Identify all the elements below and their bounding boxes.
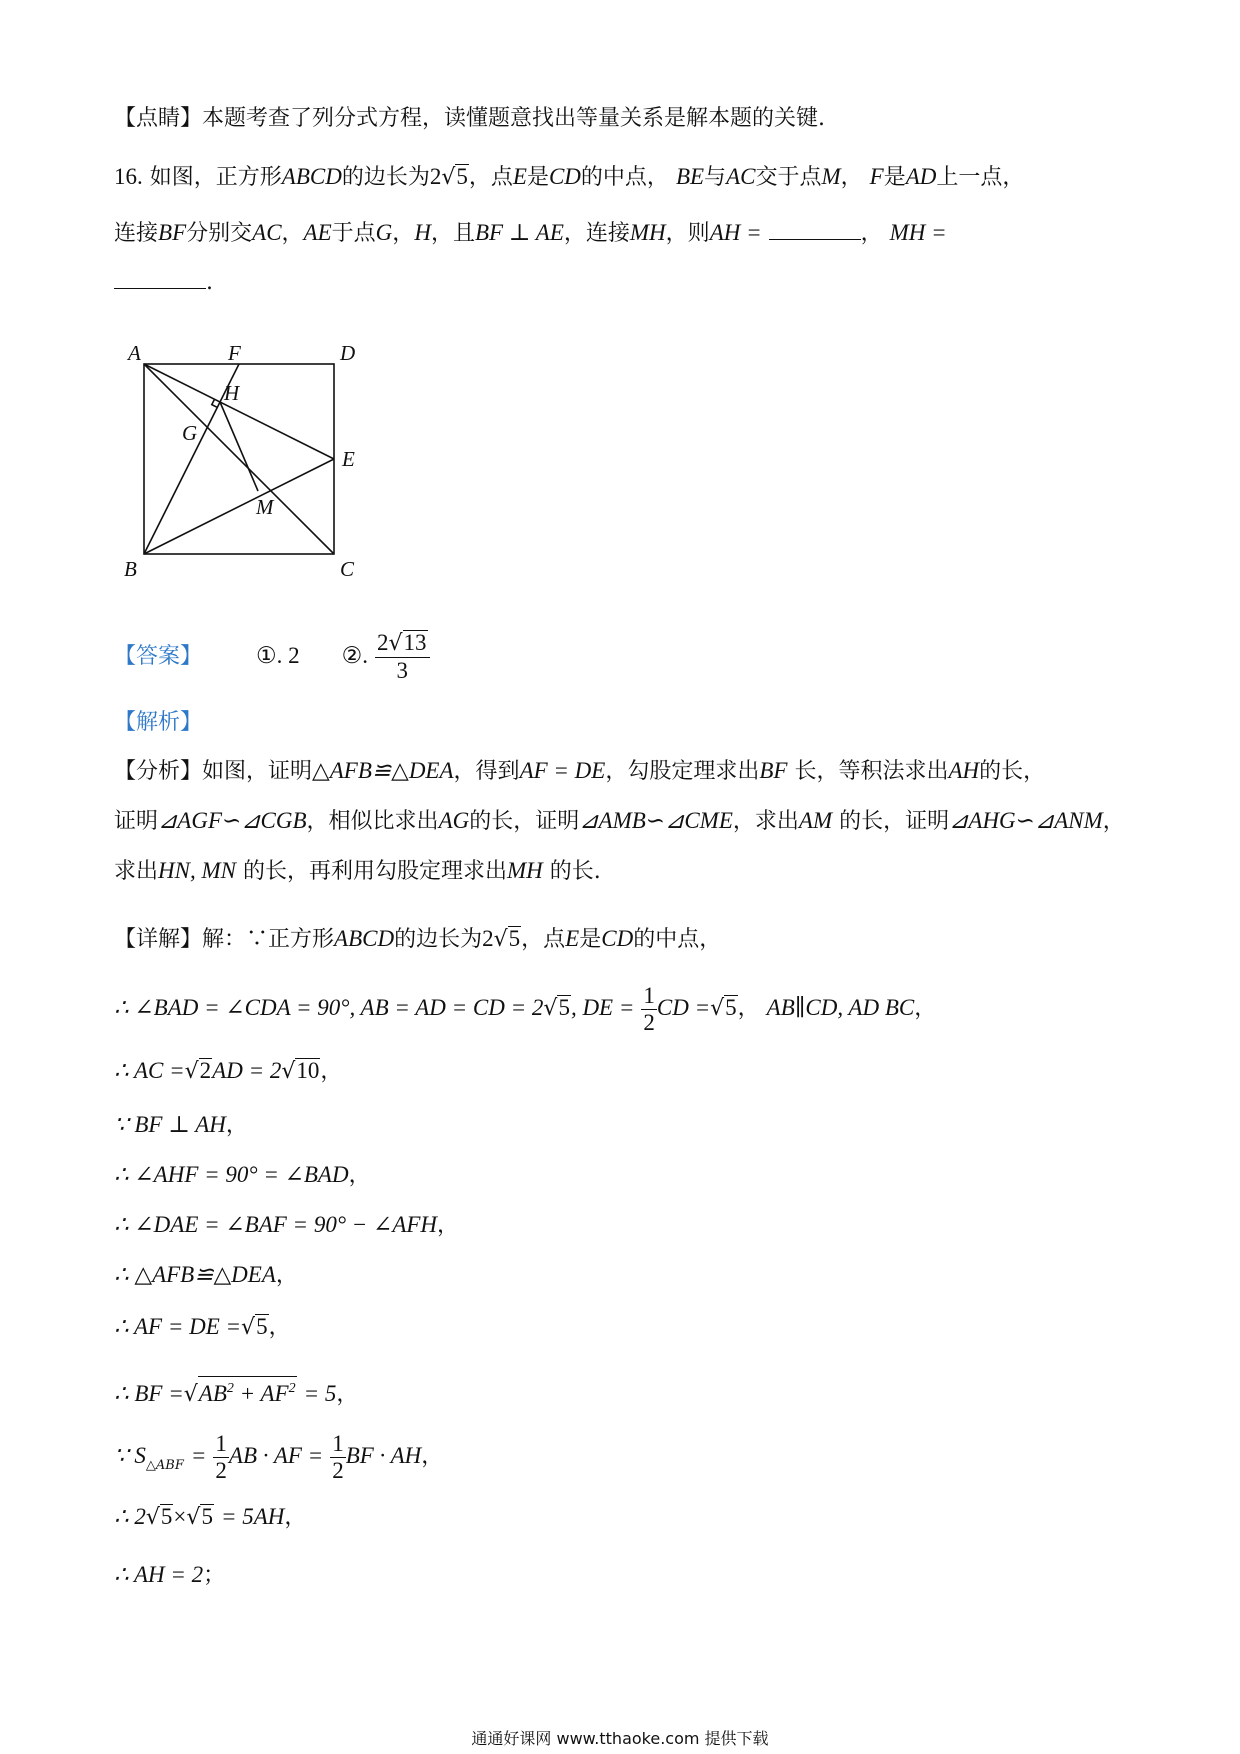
math: AM <box>798 808 833 833</box>
math: ∴ △AFB≌△DEA <box>114 1262 276 1287</box>
answer-1: ①. 2 <box>256 643 300 668</box>
jiexi-tag: 【解析】 <box>114 710 203 735</box>
text: 解：∵正方形 <box>202 927 335 952</box>
math: 5 <box>160 1504 173 1529</box>
text: ，且 <box>430 221 475 246</box>
math: BE <box>675 164 705 189</box>
math: AF = DE <box>519 758 606 783</box>
answer-tag: 【答案】 <box>114 644 203 669</box>
step-10 <box>114 1502 306 1533</box>
text: 的长. <box>549 859 601 884</box>
xiangjie-line-1 <box>114 924 721 955</box>
text: 长，等积法求出 <box>794 759 949 784</box>
math: ∴ ∠BAD = ∠CDA = 90°, AB = AD = CD = 2 <box>114 995 544 1020</box>
math: 2 <box>288 1381 296 1396</box>
math: ∴ BF = <box>114 1381 184 1406</box>
text: 如图，正方形 <box>149 165 282 190</box>
text: 的边长为 <box>394 927 483 952</box>
text: 的长，证明 <box>469 809 580 834</box>
math: ⊿AGF∽⊿CGB <box>158 808 307 833</box>
text: ， <box>320 1059 343 1084</box>
text: ， <box>1102 809 1125 834</box>
text: 连接 <box>114 221 159 246</box>
text: ，点 <box>521 927 566 952</box>
math: AD <box>905 164 937 189</box>
math: 2 <box>226 1381 234 1396</box>
math: 1 <box>643 982 655 1008</box>
fraction-half <box>641 983 657 1036</box>
fenxi-line-3 <box>114 856 601 887</box>
text: . <box>206 270 213 295</box>
text: ，点 <box>468 165 513 190</box>
math: , DE = <box>570 995 635 1020</box>
label-d: D <box>340 341 356 365</box>
text: ， <box>275 1263 298 1288</box>
label-m: M <box>256 495 274 519</box>
math: ⊿AMB∽⊿CME <box>579 808 733 833</box>
text: 如图，证明 <box>202 759 313 784</box>
radical-sign: √ <box>710 996 725 1021</box>
label-a: A <box>128 341 141 365</box>
math: AB <box>198 1381 227 1406</box>
fenxi-line-2 <box>114 806 1125 837</box>
math: AG <box>438 808 470 833</box>
radical-sign: √ <box>441 165 456 190</box>
text: ，求出 <box>732 809 799 834</box>
text: ，连接 <box>563 221 630 246</box>
math: × <box>173 1504 187 1529</box>
math: ABCD <box>281 164 342 189</box>
math: AB∥CD, AD BC <box>766 995 915 1020</box>
text: ， <box>392 221 415 246</box>
math: + AF <box>233 1381 289 1406</box>
math: E <box>512 164 527 189</box>
text: 的中点， <box>580 165 669 190</box>
label-f: F <box>228 341 241 365</box>
math: MH <box>506 858 543 883</box>
math: ∴ ∠AHF = 90° = ∠BAD <box>114 1162 349 1187</box>
math: 2 <box>215 1457 227 1483</box>
answer-2-fraction <box>375 630 430 684</box>
text: ，勾股定理求出 <box>605 759 760 784</box>
step-7 <box>114 1312 291 1343</box>
math: 5 <box>508 926 521 951</box>
math: E <box>565 926 580 951</box>
segment-be <box>144 459 334 554</box>
math: 1 <box>215 1430 227 1456</box>
text: ，则 <box>665 221 710 246</box>
answer-line <box>114 628 430 685</box>
math: 2 <box>482 926 494 951</box>
math: ∴ AH = 2 <box>114 1562 204 1587</box>
problem-line-1 <box>114 162 1024 193</box>
text: ， <box>336 1382 359 1407</box>
math: 3 <box>396 658 409 683</box>
math: 10 <box>296 1058 320 1083</box>
text: ， <box>421 1444 444 1469</box>
text: 的边长为 <box>341 165 430 190</box>
math: AE <box>303 220 332 245</box>
radical-sign: √ <box>241 1315 256 1340</box>
math: △AFB≌△DEA <box>312 758 454 783</box>
answer-blank-2[interactable] <box>114 268 206 289</box>
step-8 <box>114 1376 358 1410</box>
text: ， <box>268 1315 291 1340</box>
radical-sign: √ <box>543 996 558 1021</box>
fraction-half <box>213 1431 229 1484</box>
step-1 <box>114 980 936 1037</box>
step-3 <box>114 1110 248 1141</box>
math: ∴ ∠DAE = ∠BAF = 90° − ∠AFH <box>114 1212 438 1237</box>
math: M <box>821 164 841 189</box>
footer: 通通好课网 www.tthaoke.com 提供下载 <box>471 1729 769 1748</box>
xiangjie-tag: 【详解】 <box>114 927 203 952</box>
math: ∵ BF ⊥ AH <box>114 1112 226 1137</box>
step-6 <box>114 1260 298 1291</box>
math: 13 <box>403 630 427 655</box>
label-g: G <box>182 421 198 445</box>
fraction-half <box>330 1431 346 1484</box>
label-c: C <box>340 557 355 581</box>
math: ∴ 2 <box>114 1504 146 1529</box>
step-2 <box>114 1056 342 1087</box>
geometry-figure <box>110 330 370 594</box>
text: 是 <box>579 927 602 952</box>
text: ，相似比求出 <box>306 809 439 834</box>
text: 的长，证明 <box>839 809 950 834</box>
step-4 <box>114 1160 371 1191</box>
text: 的长， <box>979 759 1046 784</box>
text: 是 <box>883 165 906 190</box>
text: ， <box>284 1505 307 1530</box>
label-b: B <box>124 557 137 581</box>
step-9 <box>114 1428 443 1494</box>
math: = <box>190 1443 207 1468</box>
radicand <box>198 1376 297 1406</box>
math: ABCD <box>334 926 395 951</box>
answer-2-prefix: ②. <box>341 643 369 668</box>
radical-sign: √ <box>183 1382 198 1407</box>
step-5 <box>114 1210 459 1241</box>
text: 是 <box>526 165 549 190</box>
math: BF <box>759 758 788 783</box>
text: ， <box>860 221 883 246</box>
text: 证明 <box>114 809 159 834</box>
math: 2 <box>643 1009 655 1035</box>
math: = 5AH <box>220 1504 285 1529</box>
text: ， <box>281 221 304 246</box>
text: 的长，再利用勾股定理求出 <box>242 859 507 884</box>
math: MH <box>629 220 666 245</box>
math: CD <box>548 164 581 189</box>
problem-line-2 <box>114 218 947 249</box>
math: AH <box>948 758 980 783</box>
text: 与 <box>704 165 727 190</box>
math: 5 <box>256 1314 268 1339</box>
text: ； <box>203 1563 226 1588</box>
dianjing-text: 本题考查了列分式方程，读懂题意找出等量关系是解本题的关键. <box>202 106 826 131</box>
text: 交于点 <box>755 165 822 190</box>
math: MH = <box>889 220 947 245</box>
label-h: H <box>224 381 240 405</box>
fenxi-line-1 <box>114 756 1045 787</box>
text: ， <box>840 165 863 190</box>
text: ， <box>437 1213 460 1238</box>
dianjing-line <box>114 104 825 134</box>
problem-number: 16. <box>114 164 143 189</box>
math: H <box>414 220 431 245</box>
radical-sign: √ <box>184 1059 199 1084</box>
math: 5 <box>558 995 570 1020</box>
math: ∵ S <box>114 1443 146 1468</box>
step-11 <box>114 1560 225 1591</box>
text: 分别交 <box>186 221 253 246</box>
math: 2 <box>377 630 389 655</box>
math: AC <box>726 164 756 189</box>
math: 5 <box>456 164 468 189</box>
math: AC <box>252 220 282 245</box>
math: 1 <box>332 1430 344 1456</box>
text: ， <box>225 1113 248 1138</box>
math: BF ⊥ AE <box>474 220 564 245</box>
math: HN, MN <box>158 858 236 883</box>
math: CD <box>601 926 634 951</box>
math: ⊿AHG∽⊿ANM <box>949 808 1103 833</box>
radical-sign: √ <box>388 631 403 656</box>
math: BF <box>158 220 187 245</box>
radical-sign: √ <box>493 927 508 952</box>
text: 的中点， <box>633 927 722 952</box>
math: F <box>869 164 884 189</box>
math: AH = <box>709 220 762 245</box>
math: AB · AF = <box>228 1443 324 1468</box>
text: ， <box>737 996 760 1021</box>
text: ， <box>348 1163 371 1188</box>
math: ∴ AC = <box>114 1058 185 1083</box>
text: ， <box>914 996 937 1021</box>
math: △ABF <box>145 1458 184 1473</box>
text: 求出 <box>114 859 159 884</box>
math: 5 <box>725 995 737 1020</box>
text: 于点 <box>331 221 376 246</box>
label-e: E <box>342 447 355 471</box>
math: G <box>375 220 393 245</box>
math: = 5 <box>303 1381 337 1406</box>
radical-sign: √ <box>281 1059 296 1084</box>
geometry-svg <box>110 330 370 590</box>
math: 5 <box>201 1504 213 1529</box>
answer-blank-1[interactable] <box>769 219 861 240</box>
text: 上一点， <box>936 165 1025 190</box>
math: 2 <box>429 164 442 189</box>
dianjing-tag: 【点睛】 <box>114 106 203 131</box>
math: CD = <box>656 995 711 1020</box>
math: 2 <box>332 1457 344 1483</box>
text: ，得到 <box>453 759 520 784</box>
math: 2 <box>199 1058 212 1083</box>
radical-sign: √ <box>145 1505 160 1530</box>
radical-sign: √ <box>186 1505 201 1530</box>
problem-line-3 <box>114 268 213 298</box>
math: AD = 2 <box>212 1058 282 1083</box>
math: BF · AH <box>345 1443 422 1468</box>
fenxi-tag: 【分析】 <box>114 759 203 784</box>
math: ∴ AF = DE = <box>114 1314 242 1339</box>
